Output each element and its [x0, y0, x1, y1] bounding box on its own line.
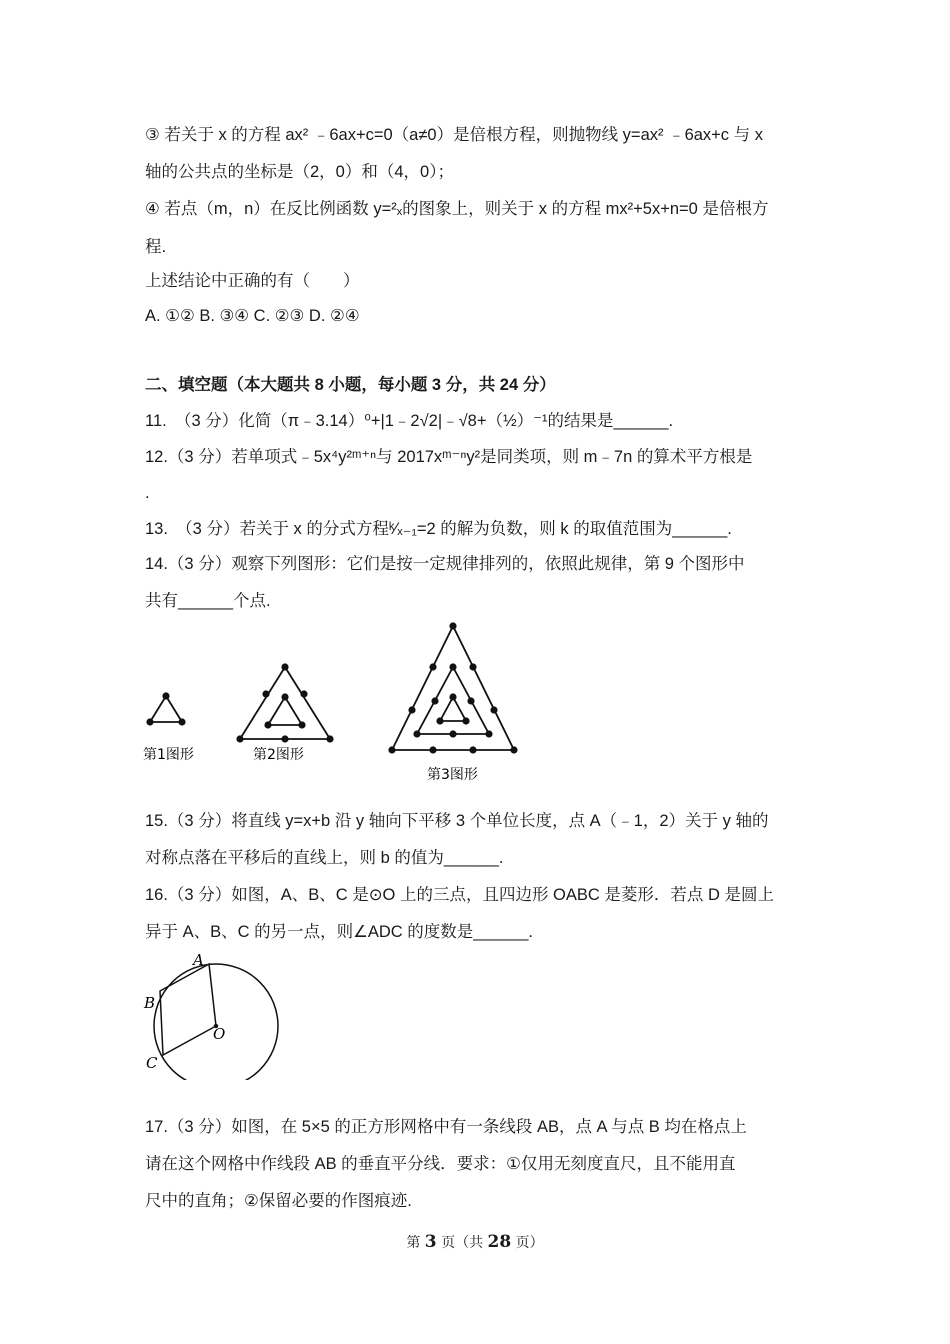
dot	[449, 693, 456, 700]
page-footer	[0, 1232, 950, 1252]
question-17-line2: 请在这个网格中作线段 AB 的垂直平分线．要求：①仅用无刻度直尺，且不能用直	[145, 1155, 736, 1173]
dot	[178, 718, 185, 725]
footer-total-pages: 28	[487, 1232, 512, 1252]
label-c: C	[146, 1054, 158, 1072]
figure-1	[150, 696, 182, 722]
caption-figure-1: 第1图形	[143, 747, 194, 763]
dot	[429, 663, 436, 670]
dot	[469, 746, 476, 753]
footer-suffix: 页）	[515, 1235, 544, 1251]
dot	[436, 717, 443, 724]
figure-2	[240, 667, 330, 739]
dot	[264, 721, 271, 728]
dot	[281, 735, 288, 742]
dot	[388, 746, 395, 753]
dot	[467, 697, 474, 704]
question-11: 11. （3 分）化简（π﹣3.14）⁰+|1﹣2√2|﹣√8+（½）⁻¹的结果是______.	[145, 412, 674, 430]
caption-figure-2: 第2图形	[253, 747, 304, 763]
question-12-line2: .	[145, 484, 150, 502]
dot	[262, 690, 269, 697]
footer-prefix: 第	[406, 1235, 421, 1251]
dot	[449, 730, 456, 737]
dot	[431, 697, 438, 704]
dot	[281, 693, 288, 700]
footer-page-number: 3	[424, 1232, 437, 1252]
dot	[326, 735, 333, 742]
caption-figure-3: 第3图形	[427, 767, 478, 783]
dot-triangle-figure	[135, 615, 555, 795]
dot	[281, 663, 288, 670]
footer-middle: 页（共	[441, 1235, 484, 1251]
dot	[429, 746, 436, 753]
question-10-choices: A. ①② B. ③④ C. ②③ D. ②④	[145, 307, 360, 325]
question-16-line1: 16.（3 分）如图，A、B、C 是⊙O 上的三点，且四边形 OABC 是菱形．若点 D 是圆上	[145, 886, 774, 904]
dot	[490, 706, 497, 713]
dot	[413, 730, 420, 737]
dot	[236, 735, 243, 742]
circle-rhombus-figure	[140, 950, 290, 1080]
dot	[449, 622, 456, 629]
dot	[146, 718, 153, 725]
section-heading: 二、填空题（本大题共 8 小题，每小题 3 分，共 24 分）	[145, 376, 556, 394]
question-13: 13. （3 分）若关于 x 的分式方程ᵏ⁄ₓ₋₁=2 的解为负数，则 k 的取值范围为______.	[145, 520, 732, 538]
question-10-option-4-line2: 程.	[145, 238, 167, 256]
label-b: B	[144, 994, 156, 1012]
dot	[298, 721, 305, 728]
question-10-option-3-line1: ③ 若关于 x 的方程 ax² ﹣6ax+c=0（a≠0）是倍根方程，则抛物线 y=ax² ﹣6ax+c 与 x	[145, 126, 763, 144]
question-10-option-3-line2: 轴的公共点的坐标是（2，0）和（4，0）；	[145, 163, 454, 181]
dot	[469, 663, 476, 670]
label-a: A	[193, 951, 204, 969]
question-17-line3: 尺中的直角；②保留必要的作图痕迹.	[145, 1192, 412, 1210]
question-15-line1: 15.（3 分）将直线 y=x+b 沿 y 轴向下平移 3 个单位长度，点 A（﹣1，2）关于 y 轴的	[145, 812, 769, 830]
dot	[510, 746, 517, 753]
question-10-option-4-line1: ④ 若点（m，n）在反比例函数 y=²ₓ的图象上，则关于 x 的方程 mx²+5x+n=0 是倍根方	[145, 200, 769, 218]
dot	[449, 663, 456, 670]
question-12-line1: 12.（3 分）若单项式﹣5x⁴y²ᵐ⁺ⁿ与 2017xᵐ⁻ⁿy²是同类项，则 m﹣7n 的算术平方根是	[145, 448, 753, 466]
dot	[485, 730, 492, 737]
dot	[300, 690, 307, 697]
question-16-line2: 异于 A、B、C 的另一点，则∠ADC 的度数是______.	[145, 923, 533, 941]
dot	[462, 717, 469, 724]
question-17-line1: 17.（3 分）如图，在 5×5 的正方形网格中有一条线段 AB，点 A 与点 B 均在格点上	[145, 1118, 747, 1136]
question-10-prompt: 上述结论中正确的有（ ）	[145, 272, 360, 290]
question-15-line2: 对称点落在平移后的直线上，则 b 的值为______.	[145, 849, 504, 867]
question-14-line2: 共有______个点.	[145, 592, 271, 610]
dot	[162, 692, 169, 699]
question-14-line1: 14.（3 分）观察下列图形：它们是按一定规律排列的，依照此规律，第 9 个图形中	[145, 555, 745, 573]
label-o: O	[213, 1025, 226, 1043]
dot	[408, 706, 415, 713]
